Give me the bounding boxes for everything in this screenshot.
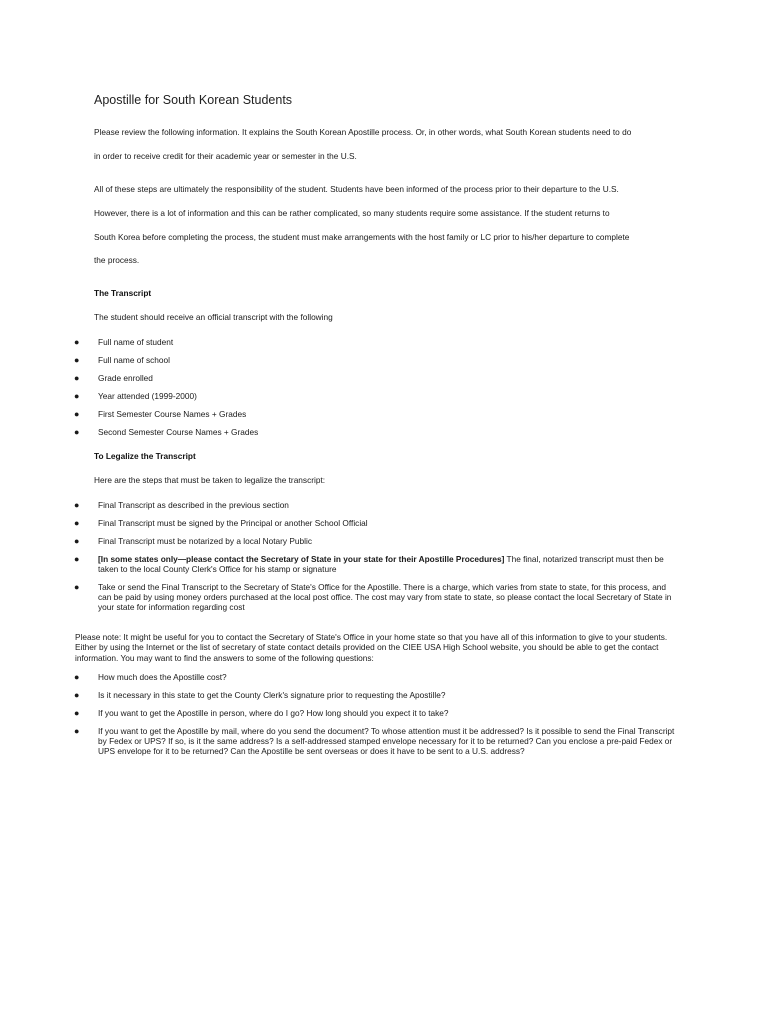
list-item: ● Grade enrolled — [74, 373, 153, 383]
responsibility-line-1: All of these steps are ultimately the responsibility of the student. Students have been informed of the process prior to their departure to the U.S. — [94, 184, 619, 194]
list-item: ● First Semester Course Names + Grades — [74, 409, 247, 419]
list-item: ● If you want to get the Apostille in person, where do I go? How long should you expect it to take? — [74, 708, 449, 718]
questions-list — [0, 672, 770, 756]
bullet-icon: ● — [74, 690, 80, 700]
intro-line-2: in order to receive credit for their academic year or semester in the U.S. — [94, 151, 357, 161]
responsibility-line-2: However, there is a lot of information and this can be rather complicated, so many students require some assistance. If the student returns to — [94, 208, 610, 218]
list-item: ● [In some states only—please contact the Secretary of State in your state for their Apostille Procedures] The final, notarized transcript must then be taken to the local County Clerk's Office for his stamp or signature — [74, 554, 664, 574]
list-item: ● Full name of student — [74, 337, 174, 347]
responsibility-line-3: South Korea before completing the process, the student must make arrangements with the host family or LC prior to his/her departure to complete — [94, 232, 630, 242]
document-title: Apostille for South Korean Students — [94, 93, 293, 107]
list-item: ● How much does the Apostille cost? — [74, 672, 227, 682]
list-item: ● Take or send the Final Transcript to the Secretary of State's Office for the Apostille. There is a charge, which varies from state to state, for this process, and can be paid by using money orders purchased at the local post office. The cost may vary from state to state, so please contact the local Secretary of State in your state for information regarding cost — [74, 582, 672, 612]
list-item: ● Final Transcript must be signed by the Principal or another School Official — [74, 518, 368, 528]
bullet-icon: ● — [74, 500, 80, 510]
bullet-icon: ● — [74, 672, 80, 682]
legalize-intro: Here are the steps that must be taken to legalize the transcript: — [94, 475, 326, 485]
bullet-icon: ● — [74, 355, 80, 365]
list-item: ● Final Transcript must be notarized by a local Notary Public — [74, 536, 312, 546]
legalize-steps-list — [0, 500, 770, 612]
responsibility-line-4: the process. — [94, 255, 140, 265]
bullet-icon: ● — [74, 726, 80, 736]
bullet-icon: ● — [74, 373, 80, 383]
list-item: ● Year attended (1999-2000) — [74, 391, 197, 401]
state-procedure-note: [In some states only—please contact the Secretary of State in your state for their Apostille Procedures] — [98, 554, 505, 564]
intro-line-1: Please review the following information. It explains the South Korean Apostille process. Or, in other words, what South Korean students need to do — [94, 127, 632, 137]
list-item: ● Full name of school — [74, 355, 170, 365]
bullet-icon: ● — [74, 391, 80, 401]
bullet-icon: ● — [74, 337, 80, 347]
bullet-icon: ● — [74, 518, 80, 528]
transcript-heading: The Transcript — [94, 288, 152, 298]
bullet-icon: ● — [74, 582, 80, 592]
transcript-requirements-list — [0, 337, 770, 437]
bullet-icon: ● — [74, 409, 80, 419]
list-item: ● If you want to get the Apostille by mail, where do you send the document? To whose attention must it be addressed? Is it possible to send the Final Transcript by Fedex or UPS? If so, is it the same address? Is a self-addressed stamped envelope necessary for it to be returned? Can you enclose a pre-paid Fedex or UPS envelope for it to be returned? Can the Apostille be sent overseas or does it have to be sent to a U.S. address? — [74, 726, 675, 756]
bullet-icon: ● — [74, 536, 80, 546]
list-item: ● Second Semester Course Names + Grades — [74, 427, 259, 437]
bullet-icon: ● — [74, 427, 80, 437]
legalize-heading: To Legalize the Transcript — [94, 451, 196, 461]
please-note-paragraph: Please note: It might be useful for you to contact the Secretary of State's Office in your home state so that you have all of this information to give to your students. Either by using the Internet or the list of secretary of state contact details provided on the CIEE USA High School website, you should be able to get the contact information. You may want to find the answers to some of the following questions: — [75, 632, 668, 663]
list-item: ● Final Transcript as described in the previous section — [74, 500, 289, 510]
list-item: ● Is it necessary in this state to get the County Clerk's signature prior to requesting the Apostille? — [74, 690, 446, 700]
transcript-intro: The student should receive an official transcript with the following — [94, 312, 333, 322]
bullet-icon: ● — [74, 554, 80, 564]
bullet-icon: ● — [74, 708, 80, 718]
